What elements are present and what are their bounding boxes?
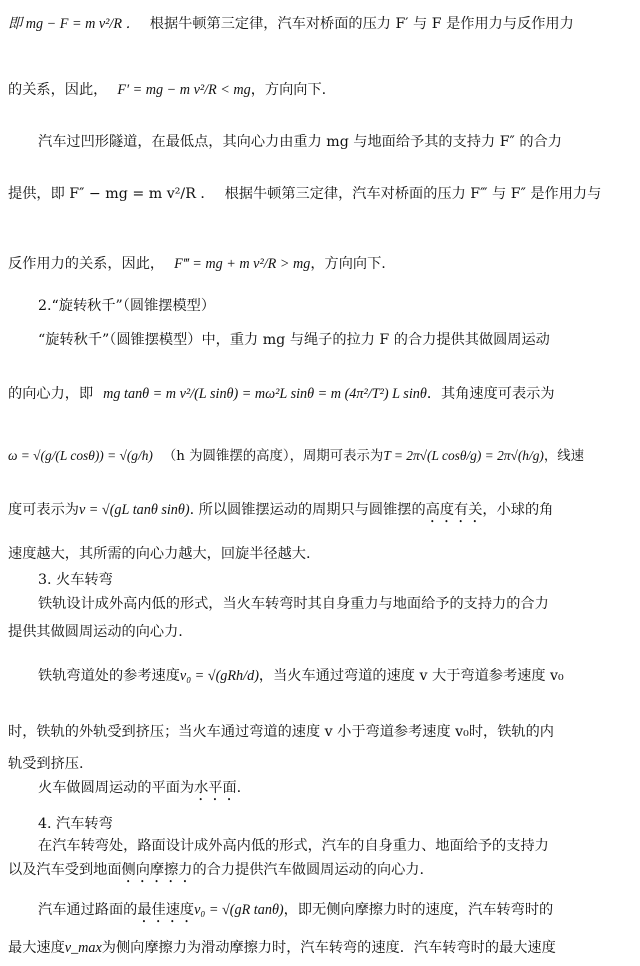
- text: 提供其做圆周运动的向心力.: [8, 624, 183, 640]
- text-line: [8, 80, 632, 100]
- formula: 提供，即 F″ − mg = m v²/R ．: [8, 186, 215, 202]
- text-line: [8, 500, 632, 526]
- text: ，当火车通过弯道的速度 v 大于弯道参考速度 v₀: [258, 668, 564, 684]
- text: ，小球的角: [482, 502, 554, 518]
- text: ，方向向下.: [250, 82, 327, 98]
- formula: mg tanθ = m v²/(L sinθ) = mω²L sinθ = m (4π²/T²) L sinθ: [103, 386, 427, 402]
- formula: F‴ = mg + m v²/R > mg: [174, 256, 311, 272]
- text: ，即无侧向摩擦力时的速度，汽车转弯时的: [283, 902, 554, 918]
- text: .: [236, 780, 242, 796]
- text: 为侧向摩擦力为滑动摩擦力时，汽车转弯的速度．汽车转弯时的最大速度: [101, 940, 556, 956]
- text-line: [8, 544, 632, 564]
- text: 根据牛顿第三定律，汽车对桥面的压力 F‴ 与 F″ 是作用力与: [224, 186, 602, 202]
- text: ，方向向下.: [310, 256, 386, 272]
- emphasized-text: 水平面: [194, 780, 237, 796]
- text-line: [8, 860, 632, 886]
- formula: v₀ = √(gR tanθ): [194, 902, 284, 918]
- text: . 所以圆锥摆运动的周期只与圆锥摆的: [189, 502, 426, 518]
- emphasized-text: 高度有关: [425, 502, 483, 518]
- text: 的合力提供汽车做圆周运动的向心力.: [192, 862, 424, 878]
- emphasized-text: 最佳速度: [137, 902, 195, 918]
- text-line: [38, 836, 632, 856]
- text-line: [8, 184, 632, 204]
- text-line: [38, 778, 632, 804]
- text-line: [38, 900, 632, 926]
- text: 轨受到挤压.: [8, 756, 84, 772]
- text: 时，铁轨的外轨受到挤压；当火车通过弯道的速度 v 小于弯道参考速度 v₀时，铁轨的内: [8, 724, 554, 740]
- formula: 即 mg − F = m v²/R ．: [8, 16, 140, 32]
- formula: F′ = mg − m v²/R < mg: [117, 82, 251, 98]
- text: 火车做圆周运动的平面为: [38, 780, 195, 796]
- text: 的关系，因此，: [8, 82, 108, 98]
- text-line: [38, 330, 632, 350]
- text: 速度越大，其所需的向心力越大，回旋半径越大.: [8, 546, 311, 562]
- text-line: [8, 254, 632, 274]
- formula: ω = √(g/(L cosθ)) = √(g/h): [8, 448, 153, 463]
- text: 铁轨弯道处的参考速度: [38, 668, 180, 684]
- text-line: [8, 722, 632, 742]
- text: 在汽车转弯处，路面设计成外高内低的形式，汽车的自身重力、地面给予的支持力: [38, 838, 549, 854]
- formula: v₀ = √(gRh/d): [179, 668, 259, 684]
- text: 汽车通过路面的: [38, 902, 138, 918]
- text: 根据牛顿第三定律，汽车对桥面的压力 F′ 与 F 是作用力与反作用力: [149, 16, 574, 32]
- text-line: [38, 666, 632, 686]
- text-line: [38, 594, 632, 614]
- text: 铁轨设计成外高内低的形式，当火车转弯时其自身重力与地面给予的支持力的合力: [38, 596, 549, 612]
- formula: v = √(gL tanθ sinθ): [78, 502, 190, 518]
- text: 反作用力的关系，因此，: [8, 256, 165, 272]
- text: ，线速: [543, 449, 585, 464]
- formula: v_max: [64, 940, 102, 956]
- text: 最大速度: [8, 940, 65, 956]
- text-line: [8, 384, 632, 404]
- text: 度可表示为: [8, 502, 79, 518]
- section-heading: 2.“旋转秋千”（圆锥摆模型）: [38, 298, 216, 314]
- text: 的向心力，即: [8, 386, 94, 402]
- text-line: [8, 754, 632, 774]
- text-line: [8, 938, 632, 958]
- text: “旋转秋千”（圆锥摆模型）中，重力 mg 与绳子的拉力 F 的合力提供其做圆周运动: [38, 332, 550, 348]
- formula: T = 2π√(L cosθ/g) = 2π√(h/g): [383, 448, 544, 463]
- emphasized-text: 侧向摩擦力: [121, 862, 193, 878]
- text: ．其角速度可表示为: [426, 386, 555, 402]
- section-heading: 4. 汽车转弯: [38, 816, 113, 832]
- text: 以及汽车受到地面: [8, 862, 122, 878]
- text-line: [8, 446, 632, 467]
- text: （h 为圆锥摆的高度），周期可表示为: [162, 449, 384, 464]
- text: 汽车过凹形隧道，在最低点，其向心力由重力 mg 与地面给予其的支持力 F″ 的合力: [38, 134, 562, 150]
- text-line: [8, 14, 632, 34]
- text-line: [38, 132, 632, 152]
- section-heading: 3. 火车转弯: [38, 572, 113, 588]
- text-line: [8, 622, 632, 642]
